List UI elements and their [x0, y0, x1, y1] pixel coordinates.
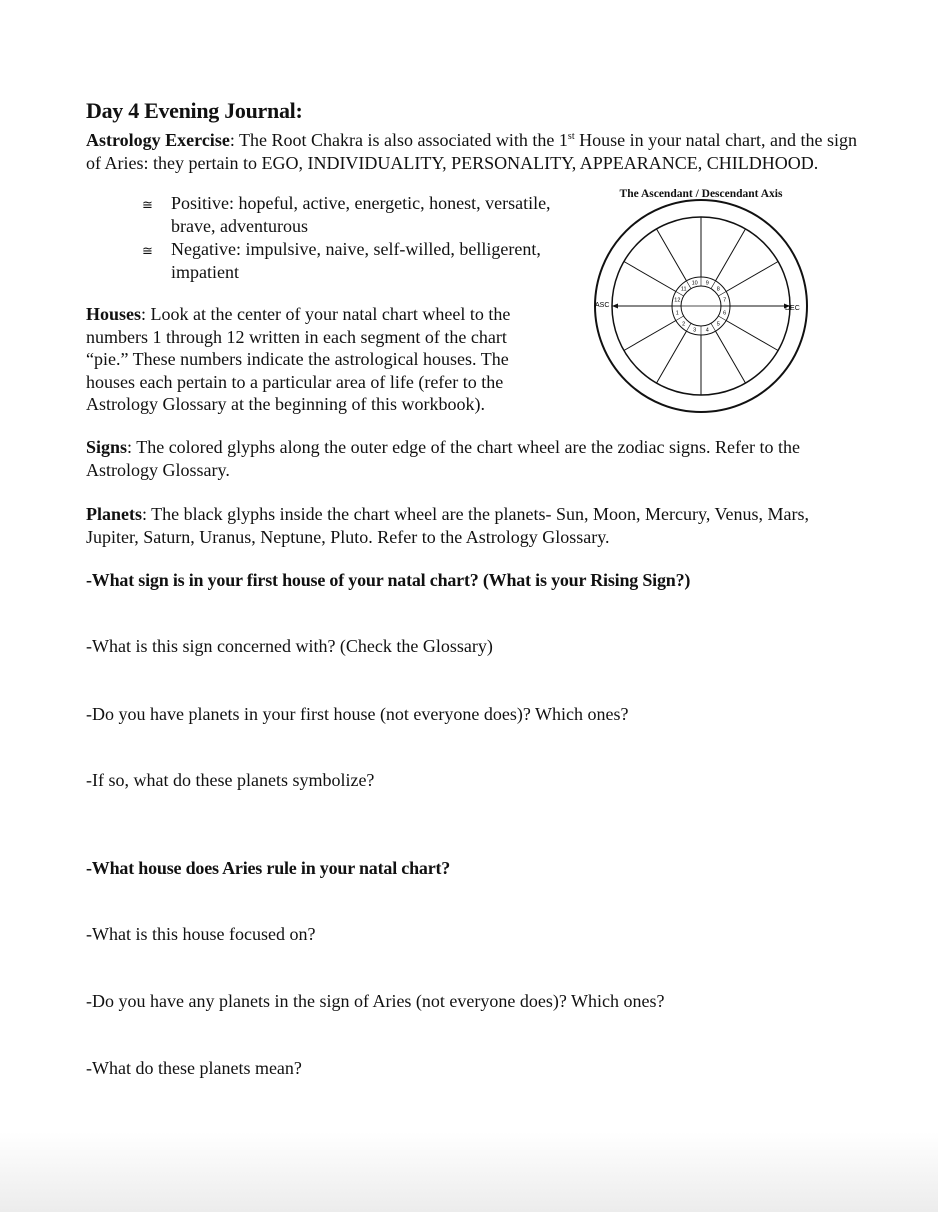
signs-paragraph: [86, 436, 866, 481]
astrology-exercise-paragraph: [86, 126, 866, 174]
house-number-divider: [711, 281, 716, 289]
house-number: 11: [680, 286, 687, 293]
house-divider: [716, 229, 746, 281]
houses-paragraph: [86, 303, 546, 416]
asc-label: ASC: [595, 302, 610, 309]
question-rising-sign: -What sign is in your first house of your natal chart? (What is your Rising Sign?): [86, 570, 691, 590]
intro-text-end: House in your natal chart, and the sign of Aries: they pertain to EGO, INDIVIDUALITY, PERSONALITY, APPEARANCE, CHILDHOOD.: [86, 130, 858, 173]
page-bottom-shadow: [0, 1132, 938, 1212]
house-number: 6: [723, 310, 727, 317]
dec-label: DEC: [785, 305, 800, 312]
bullet-icon: ≅: [142, 244, 153, 259]
house-divider: [624, 262, 676, 292]
house-divider: [716, 331, 746, 383]
house-number: 5: [716, 321, 720, 328]
positive-traits: Positive: hopeful, active, energetic, honest, versatile, brave, adventurous: [171, 193, 551, 236]
planets-paragraph: [86, 503, 866, 548]
houses-text: : Look at the center of your natal chart wheel to the numbers 1 through 12 written in each segment of the chart “pie.” These numbers indicate the astrological houses. The houses each pertain to a particular area of life (refer to the Astrology Glossary at the beginning of this workbook).: [86, 304, 511, 414]
house-number-divider: [687, 323, 692, 331]
bullet-icon: ≅: [142, 198, 153, 213]
house-number: 9: [705, 280, 709, 287]
signs-text: : The colored glyphs along the outer edge of the chart wheel are the zodiac signs. Refer to the Astrology Glossary.: [86, 437, 800, 480]
house-divider: [624, 321, 676, 351]
page-title: Day 4 Evening Journal:: [86, 98, 303, 123]
trait-list: [142, 192, 582, 284]
question-house-focus: -What is this house focused on?: [86, 924, 316, 944]
question-aries-planets: -Do you have any planets in the sign of Aries (not everyone does)? Which ones?: [86, 991, 665, 1011]
house-divider: [657, 229, 687, 281]
question-planet-symbolism: -If so, what do these planets symbolize?: [86, 770, 375, 790]
intro-text: : The Root Chakra is also associated with the 1: [229, 130, 568, 150]
house-number-divider: [687, 281, 692, 289]
question-planet-meaning: -What do these planets mean?: [86, 1058, 302, 1078]
house-number-divider: [676, 316, 684, 321]
astrology-exercise-label: Astrology Exercise: [86, 130, 230, 150]
house-divider: [657, 331, 687, 383]
planets-text: : The black glyphs inside the chart wheel are the planets- Sun, Moon, Mercury, Venus, Mars, Jupiter, Saturn, Uranus, Neptune, Pluto. Refer to the Astrology Glossary.: [86, 504, 810, 547]
asc-arrow-icon: [612, 304, 618, 309]
chart-title: The Ascendant / Descendant Axis: [619, 188, 783, 200]
signs-label: Signs: [86, 437, 128, 457]
house-divider: [726, 262, 778, 292]
natal-chart-wheel: [588, 186, 814, 414]
house-number: 2: [682, 321, 686, 328]
planets-label: Planets: [86, 504, 142, 524]
list-item: [142, 238, 582, 283]
house-number: 3: [693, 327, 697, 334]
question-aries-house: -What house does Aries rule in your natal chart?: [86, 858, 451, 878]
house-number: 10: [691, 280, 698, 287]
house-number: 4: [705, 327, 709, 334]
house-number: 8: [716, 286, 720, 293]
house-number-divider: [711, 323, 716, 331]
superscript: st: [567, 131, 575, 142]
list-item: [142, 192, 582, 237]
question-first-house-planets: -Do you have planets in your first house (not everyone does)? Which ones?: [86, 704, 629, 724]
houses-label: Houses: [86, 304, 142, 324]
house-number-divider: [718, 316, 726, 321]
house-divider: [726, 321, 778, 351]
house-number: 7: [723, 297, 727, 304]
house-number: 12: [674, 297, 681, 304]
question-sign-concern: -What is this sign concerned with? (Check the Glossary): [86, 636, 493, 656]
negative-traits: Negative: impulsive, naive, self-willed, belligerent, impatient: [171, 239, 541, 282]
house-number: 1: [675, 310, 679, 317]
